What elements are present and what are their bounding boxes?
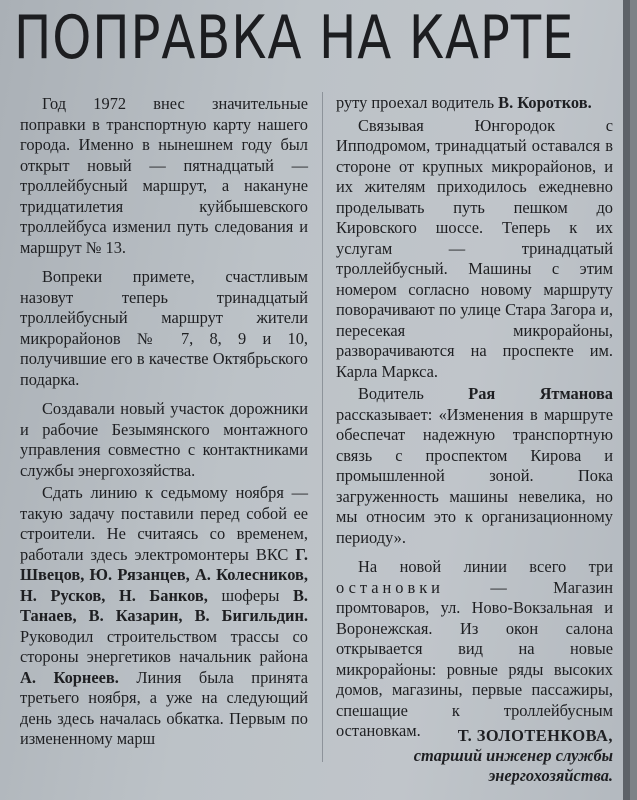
author-signature [336, 726, 613, 786]
driver-quote-text-a: Водитель [358, 384, 469, 403]
paragraph-stops [336, 557, 613, 742]
first-driver-text: руту проехал водитель [336, 93, 499, 112]
stops-word: остановки [336, 577, 444, 597]
right-column [336, 93, 613, 742]
paragraph-route-description: Связывая Юнгородок с Ипподромом, тринадцатый оставался в стороне от крупных микрорайонов, и их жителям приходилось ежедневно проделывать путь пешком до Кировского шоссе. Теперь к их услугам — тринадцатый троллейбусный. Машины с этим номером согласно новому маршруту поворачивают по улице Стара Загора и, пересекая микрорайоны, разворачиваются на проспекте им. Карла Маркса. [336, 115, 613, 381]
paragraph-builders: Создавали новый участок дорожники и рабочие Безымянского монтажного управления совместно с контактниками службы энергохозяйства. [20, 399, 308, 480]
paragraph-construction [20, 483, 308, 750]
paragraph-intro: Год 1972 внес значительные поправки в транспортную карту нашего города. Именно в нынешнем году был открыт новый — пятнадцатый — троллейбусный маршрут, а накануне тридцатилетия куйбышевского троллейбуса изменил путь следования и маршрут № 13. [20, 94, 308, 257]
article-headline: ПОПРАВКА НА КАРТЕ [14, 3, 575, 73]
author-role-line-1: старший инженер службы [413, 746, 613, 765]
construction-text-c: Руководил строительством трассы со стороны энергетиков начальник района [20, 626, 308, 666]
driver-quote-name: Рая Ятманова [468, 384, 613, 403]
page-edge-shadow [623, 0, 630, 800]
stops-text-b: — Магазин промтоваров, ул. Ново-Вокзальная и Воронежская. Из окон салона открывается вид на новые микрорайоны: ровные ряды высоких домов, магазины, первые пассажиры, спешащие к троллейбусным остановкам. [336, 577, 613, 740]
column-divider [322, 92, 323, 762]
left-column [20, 94, 308, 750]
paragraph-first-driver [336, 93, 613, 114]
paragraph-driver-quote [336, 384, 613, 548]
construction-text-d: Линия была принята третьего ноября, а уже на следующий день здесь началась обкатка. Первым по измененному марш [20, 667, 308, 748]
drivers-names: В. Танаев, В. Казарин, В. Бигильдин. [20, 585, 308, 625]
stops-text-a: На новой линии всего три [358, 557, 613, 576]
paragraph-lucky-route: Вопреки примете, счастливым назовут теперь тринадцатый троллейбусный маршрут жители микрорайонов № 7, 8, 9 и 10, получившие его в качестве Октябрьского подарка. [20, 267, 308, 389]
driver-quote-text-b: рассказывает: «Изменения в маршруте обеспечат надежную транспортную связь с проспектом Кирова и промышленной зоной. Пока загруженность машины невелика, но мы относим это к организационному периоду». [336, 404, 613, 547]
construction-text-a: Сдать линию к седьмому ноября — такую задачу поставили перед собой ее строители. Не считаясь со временем, работали здесь электромонтеры ВКС [20, 483, 308, 564]
electricians-names: Г. Швецов, Ю. Рязанцев, А. Колесников, Н. Русков, Н. Банков, [20, 544, 308, 605]
author-role-line-2: энергохозяйства. [488, 766, 613, 785]
chief-name: А. Корнеев. [20, 667, 119, 687]
construction-text-b: шоферы [207, 585, 293, 605]
first-driver-name: В. Коротков. [498, 93, 592, 112]
author-name: Т. ЗОЛОТЕНКОВА, [457, 726, 613, 745]
